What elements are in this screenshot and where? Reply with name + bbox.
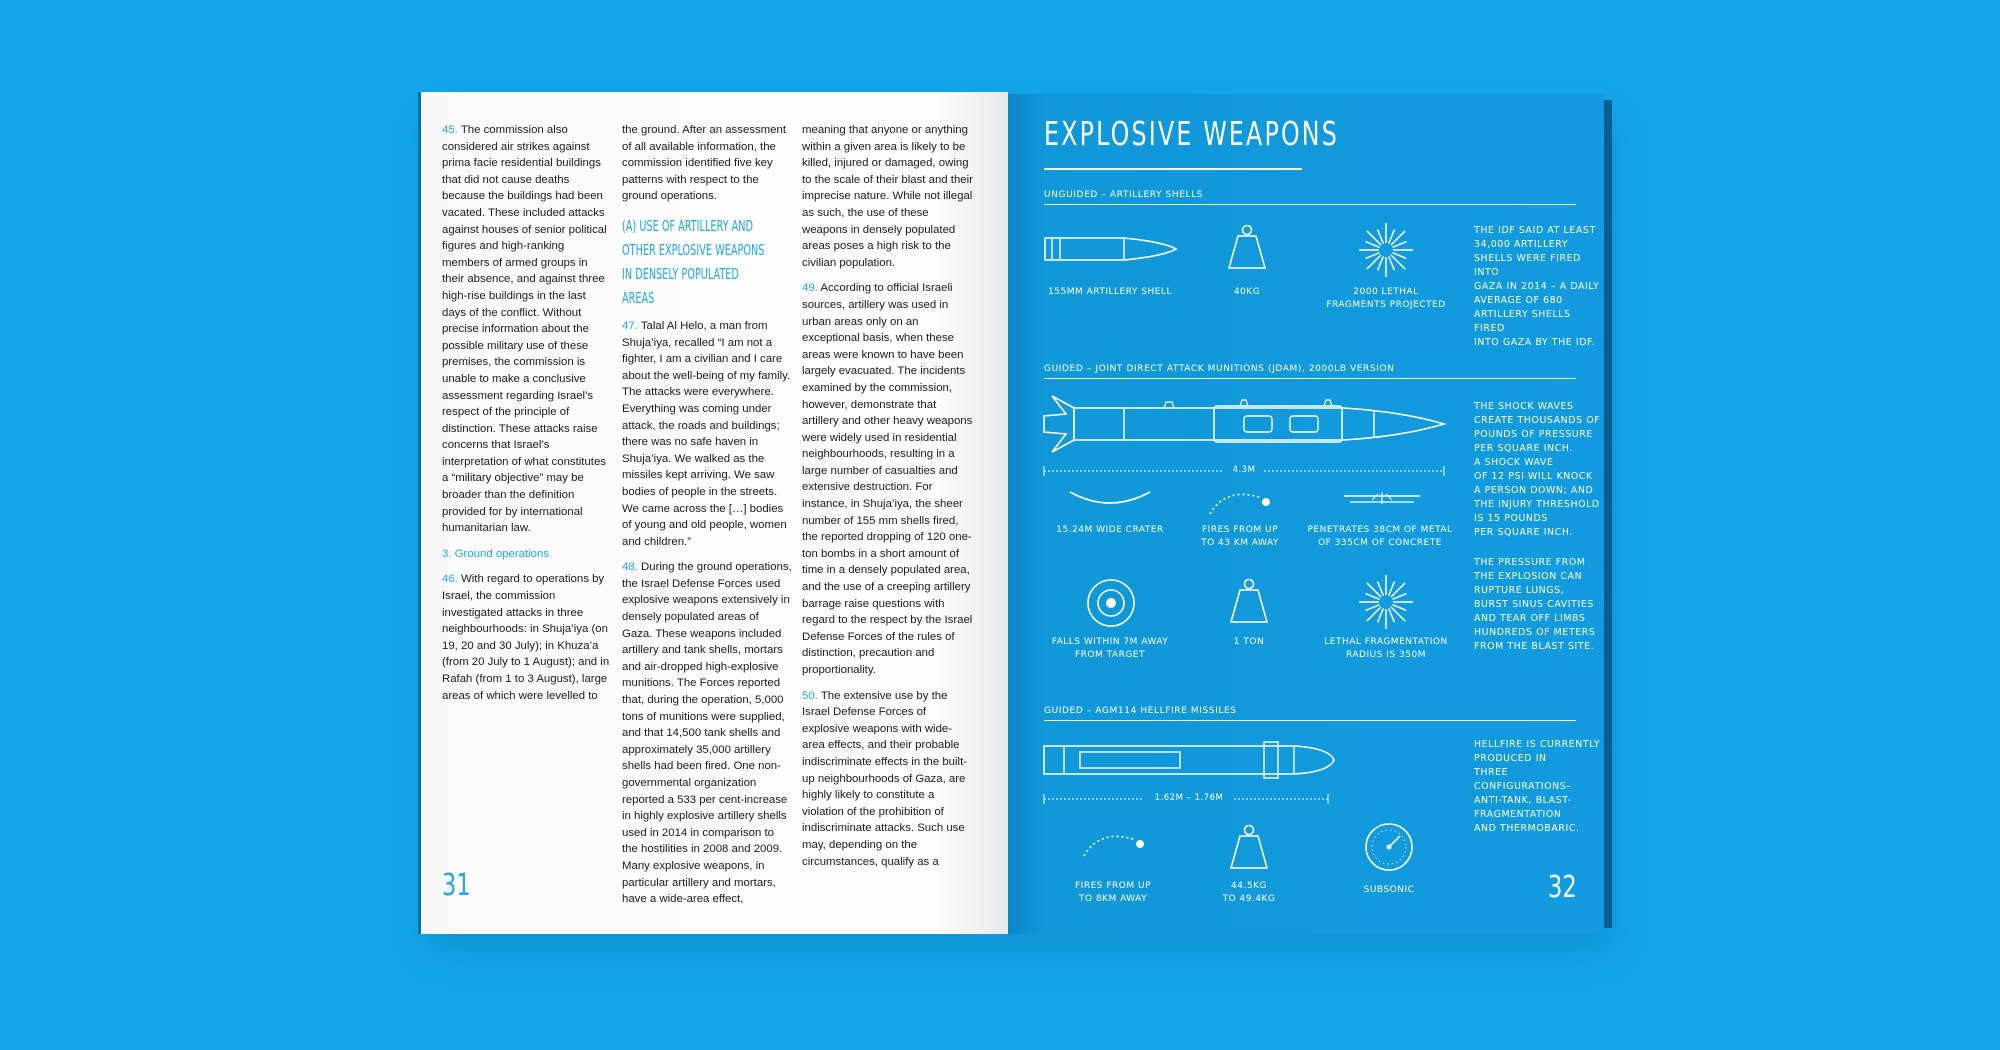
label-penetration: PENETRATES 38CM OF METAL OF 335CM OF CONCRETE — [1307, 525, 1453, 548]
page-number-left: 31 — [442, 868, 471, 903]
text-column-2 — [622, 122, 792, 917]
paragraph-50: 50. The extensive use by the Israel Defense Forces of explosive weapons with wide-area effects, and their probable indiscriminate effects in the built-up neighbourhoods of Gaza, are highly likely to constitute a violation of the prohibition of indiscriminate attacks. Such use may, depending on the circumstances, qualify as a — [802, 689, 968, 868]
range-arc-icon — [1206, 486, 1272, 516]
section-rule — [1044, 378, 1576, 379]
page-number-right: 32 — [1548, 870, 1577, 905]
label-1-ton: 1 TON — [1233, 637, 1265, 647]
left-page — [418, 92, 1008, 934]
label-fragments: 2000 LETHAL FRAGMENTS PROJECTED — [1326, 287, 1446, 310]
speedometer-icon — [1364, 822, 1414, 872]
note-pressure: THE PRESSURE FROM THE EXPLOSION CAN RUPTURE LUNGS, BURST SINUS CAVITIES AND TEAR OFF LIMBS HUNDREDS OF METERS FROM THE BLAST SITE. — [1474, 557, 1596, 652]
title-underline — [1044, 168, 1302, 170]
section-heading-unguided: UNGUIDED – ARTILLERY SHELLS — [1044, 190, 1204, 200]
penetration-icon — [1344, 492, 1420, 508]
label-range-43km: FIRES FROM UP TO 43 KM AWAY — [1201, 525, 1279, 548]
paragraph-49: 49. According to official Israeli sources, artillery was used in urban areas only on an exceptional basis, when these areas were known to have been largely evacuated. The incidents examined by the commission, however, demonstrate that artillery and other heavy weapons were widely used in residential neighbourhoods, resulting in a large number of casualties and extensive destruction. For instance, in Shuja’iya, the sheer number of 155 mm shells fired, the reported dropping of 120 one-ton bombs in a short amount of time in a densely populated area, and the use of a creeping artillery barrage raise questions with regard to the respect by the Israel Defense Forces of the rules of distinction, precaution and proportionality. — [802, 282, 973, 676]
text-column-3 — [802, 122, 974, 879]
section-rule — [1044, 720, 1576, 721]
note-hellfire: HELLFIRE IS CURRENTLY PRODUCED IN THREE CONFIGURATIONS– ANTI-TANK, BLAST- FRAGMENTATION AND THERMOBARIC. — [1474, 739, 1601, 834]
weight-icon — [1228, 824, 1270, 870]
section-heading-hellfire: GUIDED – AGM114 HELLFIRE MISSILES — [1044, 706, 1237, 716]
text-column-1 — [442, 122, 610, 713]
note-artillery: THE IDF SAID AT LEAST 34,000 ARTILLERY SHELLS WERE FIRED INTO GAZA IN 2014 – A DAILY AVERAGE OF 680 ARTILLERY SHELLS FIRED INTO GAZA BY THE IDF. — [1474, 225, 1600, 348]
section-rule — [1044, 204, 1576, 205]
open-booklet — [418, 92, 1608, 934]
label-subsonic: SUBSONIC — [1363, 885, 1415, 895]
artillery-shell-icon — [1044, 234, 1184, 264]
label-40kg: 40KG — [1233, 287, 1261, 297]
paragraph-continued: the ground. After an assessment of all available information, the commission identified five key patterns with respect to the ground operations. — [622, 124, 786, 203]
label-range-8km: FIRES FROM UP TO 8KM AWAY — [1075, 881, 1151, 904]
label-accuracy: FALLS WITHIN 7M AWAY FROM TARGET — [1051, 637, 1169, 660]
section-heading: 3. Ground operations — [442, 547, 550, 560]
paragraph-46: 46. With regard to operations by Israel, the commission investigated attacks in three neighbourhoods: in Shuja’iya (on 19, 20 and 30 July); in Khuza’a (from 20 July to 1 August); and in Rafah (from 1 to 3 August), large areas of which were levelled to — [442, 573, 610, 702]
fragments-burst-icon — [1358, 222, 1414, 278]
note-shock-waves: THE SHOCK WAVES CREATE THOUSANDS OF POUNDS OF PRESSURE PER SQUARE INCH. A SHOCK WAVE OF 12 PSI WILL KNOCK A PERSON DOWN; AND THE INJURY THRESHOLD IS 15 POUNDS PER SQUARE INCH. — [1474, 401, 1601, 538]
right-page — [1008, 94, 1604, 934]
jdam-length: 4.3M — [1232, 465, 1256, 475]
range-arc-icon — [1080, 828, 1146, 858]
paragraph-45: 45. The commission also considered air strikes against prima facie residential buildings that did not cause deaths because the buildings had been vacated. These included attacks against houses of senior political figures and high-ranking members of armed groups in their absence, and against three high-rise buildings in the last days of the conflict. Without precise information about the possible military use of these premises, the commission is unable to make a conclusive assessment regarding Israel’s respect of the principle of distinction. These attacks raise concerns that Israel’s interpretation of what constitutes a “military objective” may be broader than the definition provided for by international humanitarian law. — [442, 124, 607, 535]
hellfire-length: 1.62M – 1.76M — [1154, 793, 1224, 803]
section-heading-jdam: GUIDED – JOINT DIRECT ATTACK MUNITIONS (JDAM), 2000LB VERSION — [1044, 364, 1395, 374]
paragraph-47: 47. Talal Al Helo, a man from Shuja’iya, recalled “I am not a fighter, I am a civilian and I care about the well-being of my family. The attacks were everywhere. Everything was coming under attack, the roads and buildings; there was no safe haven in Shuja’iya. We walked as the missiles kept arriving. We saw bodies of people in the streets. We came across the […] bodies of young and old people, women and children.” — [622, 319, 791, 548]
hellfire-missile-icon — [1044, 740, 1344, 780]
weight-icon — [1226, 224, 1268, 270]
crater-icon — [1070, 490, 1150, 510]
target-icon — [1086, 578, 1136, 628]
paragraph-continued-2: meaning that anyone or anything within a given area is likely to be killed, injured or damaged, owing to the scale of their blast and their imprecise nature. While not illegal as such, the use of these weapons in densely populated areas poses a high risk to the civilian population. — [802, 124, 973, 269]
paragraph-48: 48. During the ground operations, the Israel Defense Forces used explosive weapons extensively in densely populated areas of Gaza. These weapons included artillery and tank shells, mortars and air-dropped high-explosive munitions. The Forces reported that, during the operation, 5,000 tons of munitions were supplied, and that 14,500 tank shells and approximately 35,000 artillery shells had been fired. One non-governmental organization reported a 533 per cent-increase in highly explosive artillery shells used in 2014 in comparison to the hostilities in 2008 and 2009. Many explosive weapons, in particular artillery and mortars, have a wide-area effect, — [622, 561, 792, 906]
label-artillery-shell: 155MM ARTILLERY SHELL — [1048, 287, 1172, 297]
label-crater: 15.24M WIDE CRATER — [1056, 525, 1164, 535]
weight-icon — [1228, 578, 1270, 624]
fragmentation-burst-icon — [1358, 574, 1414, 630]
jdam-bomb-icon — [1044, 396, 1444, 452]
label-hellfire-weight: 44.5KG TO 49.4KG — [1222, 881, 1276, 904]
infographic-title: EXPLOSIVE WEAPONS — [1044, 114, 1339, 153]
label-fragmentation-radius: LETHAL FRAGMENTATION RADIUS IS 350M — [1324, 637, 1448, 660]
subheading: (A) USE OF ARTILLERY AND OTHER EXPLOSIVE WEAPONS IN DENSELY POPULATED AREAS — [622, 216, 765, 307]
